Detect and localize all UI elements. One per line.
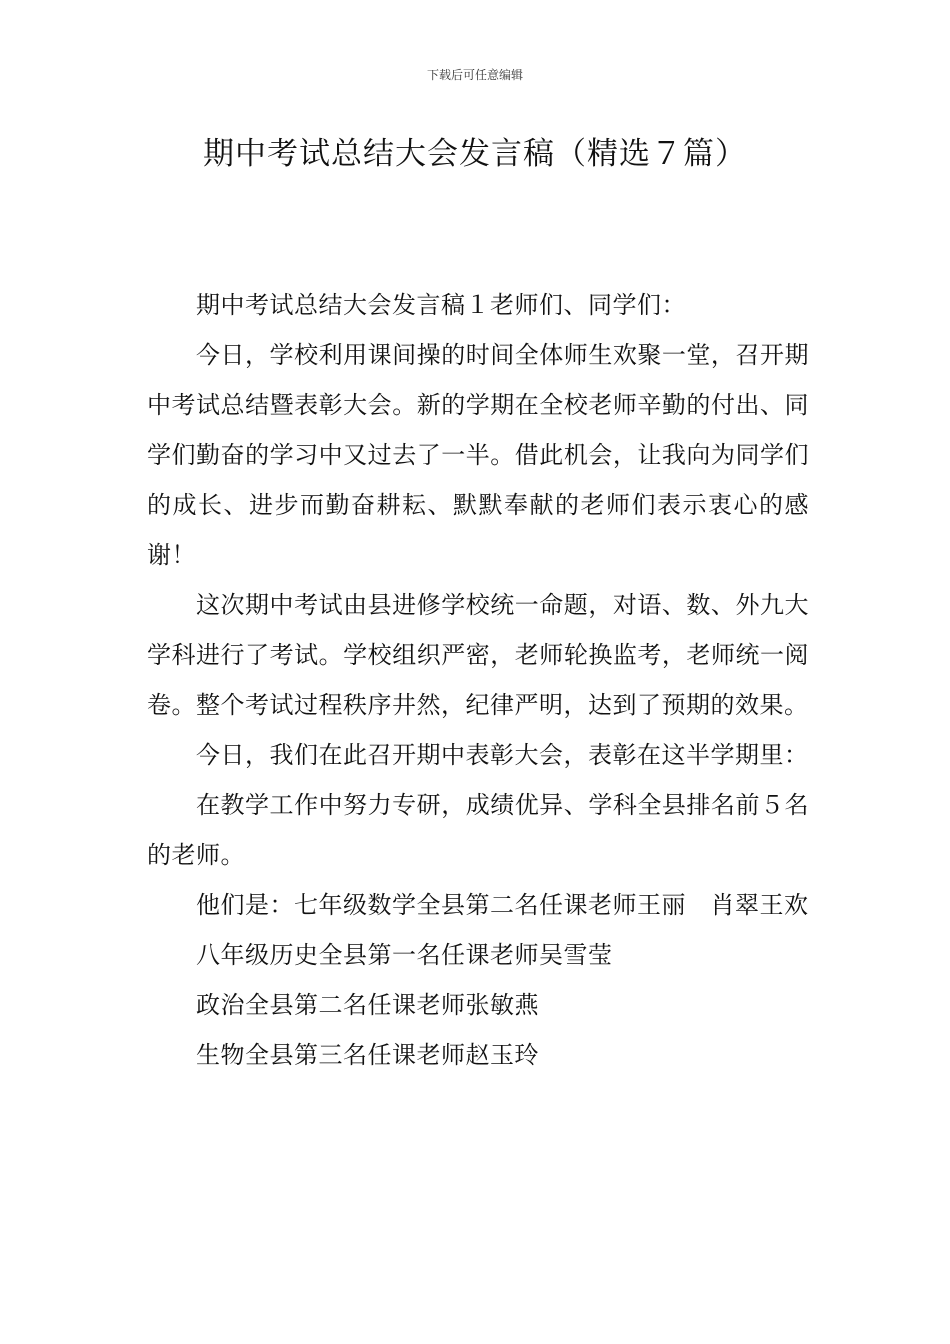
document-body bbox=[147, 280, 809, 1080]
paragraph: 他们是：七年级数学全县第二名任课老师王丽 肖翠王欢 bbox=[196, 891, 809, 919]
paragraph: 八年级历史全县第一名任课老师吴雪莹 bbox=[196, 941, 613, 969]
paragraph: 生物全县第三名任课老师赵玉玲 bbox=[196, 1041, 539, 1069]
paragraph: 今日，我们在此召开期中表彰大会，表彰在这半学期里： bbox=[196, 741, 809, 769]
header-note: 下载后可任意编辑 bbox=[426, 68, 523, 82]
paragraph: 期中考试总结大会发言稿１老师们、同学们： bbox=[196, 291, 686, 319]
paragraph: 今日，学校利用课间操的时间全体师生欢聚一堂，召开期中考试总结暨表彰大会。新的学期在全校老师辛勤的付出、同学们勤奋的学习中又过去了一半。借此机会，让我向为同学们的成长、进步而勤奋耕耘、默默奉献的老师们表示衷心的感谢！ bbox=[147, 341, 809, 569]
paragraph: 政治全县第二名任课老师张敏燕 bbox=[196, 991, 539, 1019]
paragraph: 这次期中考试由县进修学校统一命题，对语、数、外九大学科进行了考试。学校组织严密，老师轮换监考，老师统一阅卷。整个考试过程秩序井然，纪律严明，达到了预期的效果。 bbox=[147, 591, 809, 719]
document-title: 期中考试总结大会发言稿（精选７篇） bbox=[203, 136, 747, 172]
paragraph: 在教学工作中努力专研，成绩优异、学科全县排名前５名的老师。 bbox=[147, 791, 809, 869]
